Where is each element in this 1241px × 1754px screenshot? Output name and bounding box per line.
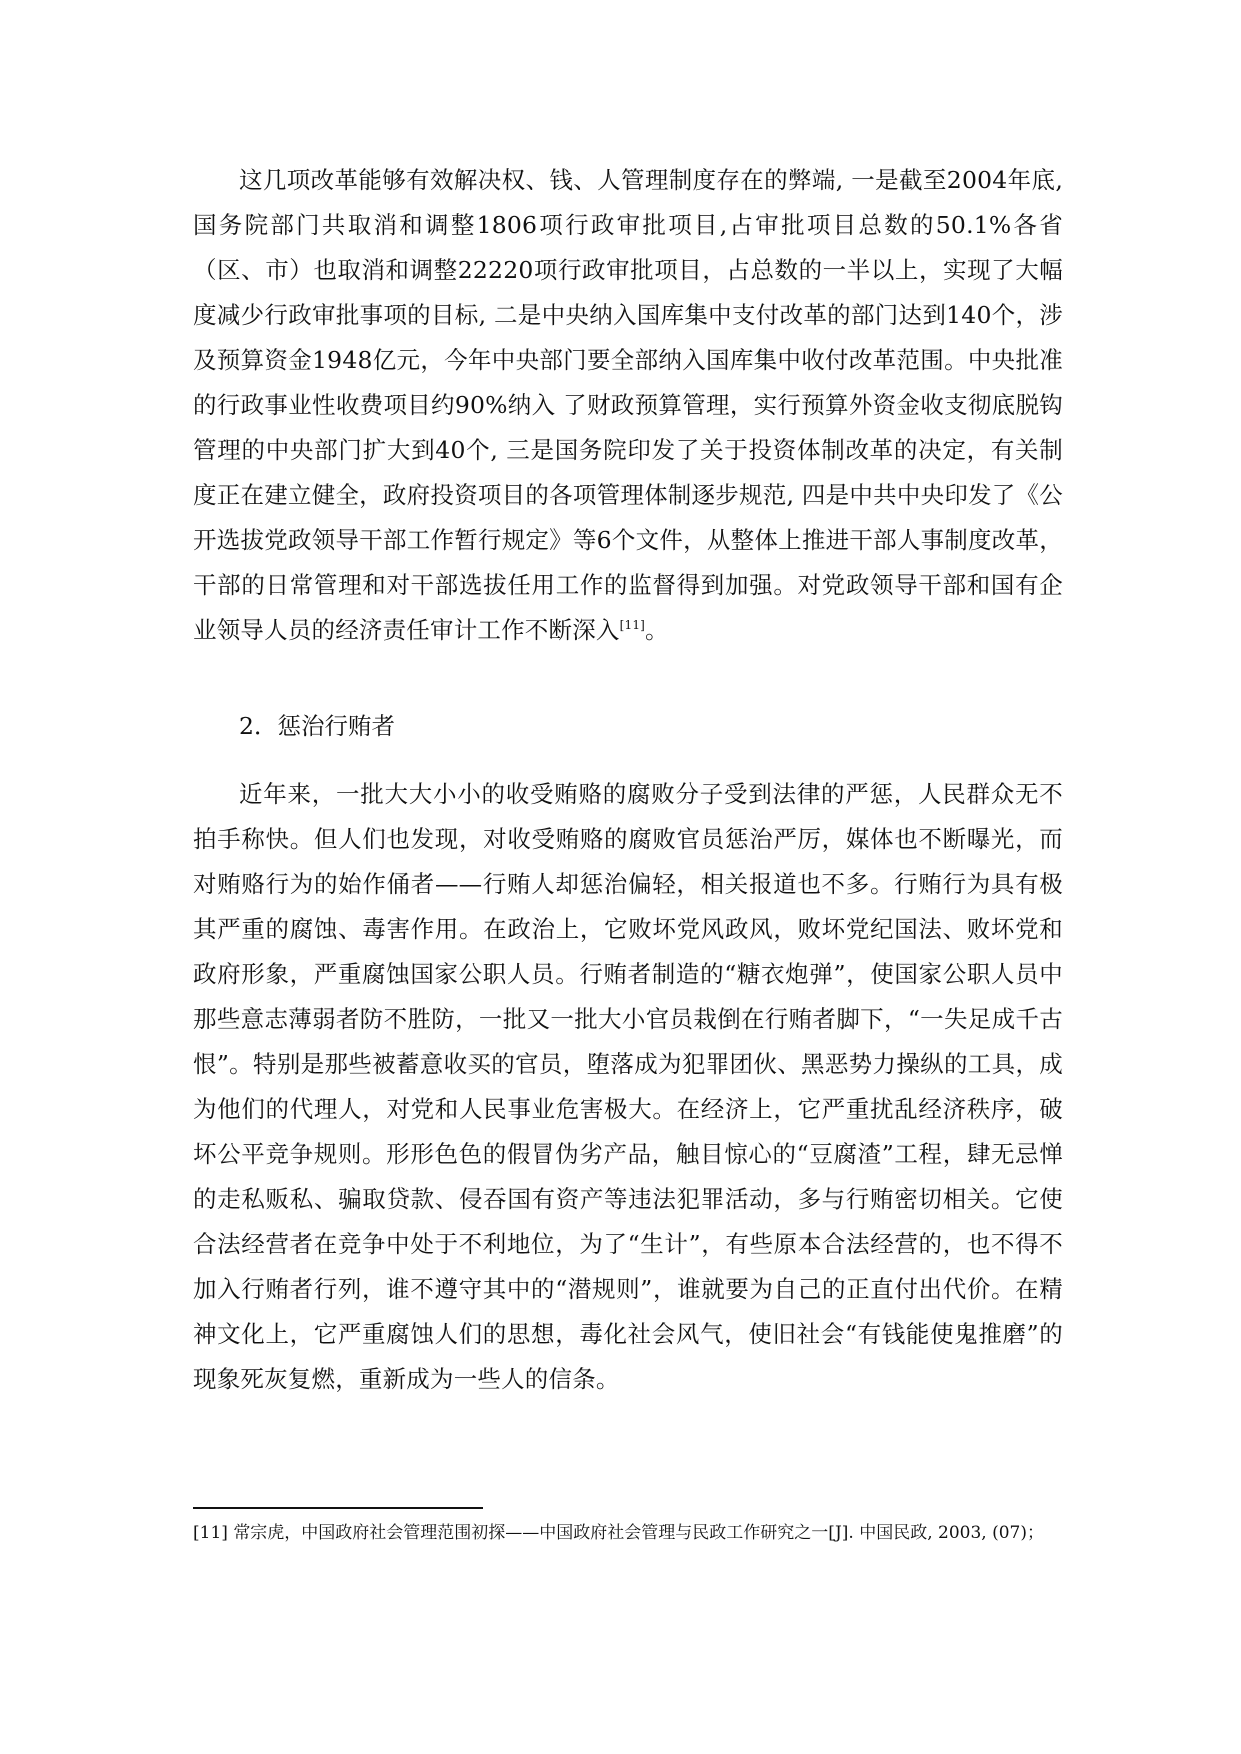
footnote [193, 1518, 1063, 1549]
paragraph-1-text: 这几项改革能够有效解决权、钱、人管理制度存在的弊端, 一是截至2004年底,国务院部门共取消和调整1806项行政审批项目,占审批项目总数的50.1%各省（区、市）也取消和调整22220项行政审批项目，占总数的一半以上，实现了大幅度减少行政审批事项的目标, 二是中央纳入国库集中支付改革的部门达到140个，涉及预算资金1948亿元，今年中央部门要全部纳入国库集中收付改革范围。中央批准的行政事业性收费项目约90%纳入 了财政预算管理，实行预算外资金收支彻底脱钩管理的中央部门扩大到40个, 三是国务院印发了关于投资体制改革的决定，有关制度正在建立健全，政府投资项目的各项管理体制逐步规范, 四是中共中央印发了《公开选拔党政领导干部工作暂行规定》等6个文件，从整体上推进干部人事制度改革，干部的日常管理和对干部选拔任用工作的监督得到加强。对党政领导干部和国有企业领导人员的经济责任审计工作不断深入 [193, 166, 1063, 644]
footnote-text: 常宗虎，中国政府社会管理范围初探——中国政府社会管理与民政工作研究之一[J]. 中国民政, 2003, (07)； [233, 1523, 1044, 1543]
footnote-divider [193, 1507, 483, 1509]
body-paragraph-2 [193, 772, 1063, 1402]
footnote-mark: [11] [193, 1523, 228, 1543]
section-heading [193, 704, 1063, 749]
paragraph-1-end: 。 [645, 616, 669, 644]
citation-ref: [11] [619, 618, 646, 633]
paragraph-2-text: 近年来，一批大大小小的收受贿赂的腐败分子受到法律的严惩，人民群众无不拍手称快。但人们也发现，对收受贿赂的腐败官员惩治严厉，媒体也不断曝光，而对贿赂行为的始作俑者——行贿人却惩治偏轻，相关报道也不多。行贿行为具有极其严重的腐蚀、毒害作用。在政治上，它败坏党风政风，败坏党纪国法、败坏党和政府形象，严重腐蚀国家公职人员。行贿者制造的“糖衣炮弹”，使国家公职人员中那些意志薄弱者防不胜防，一批又一批大小官员栽倒在行贿者脚下，“一失足成千古恨”。特别是那些被蓄意收买的官员，堕落成为犯罪团伙、黑恶势力操纵的工具，成为他们的代理人，对党和人民事业危害极大。在经济上，它严重扰乱经济秩序，破坏公平竞争规则。形形色色的假冒伪劣产品，触目惊心的“豆腐渣”工程，肆无忌惮的走私贩私、骗取贷款、侵吞国有资产等违法犯罪活动，多与行贿密切相关。它使合法经营者在竞争中处于不利地位，为了“生计”，有些原本合法经营的，也不得不加入行贿者行列，谁不遵守其中的“潜规则”，谁就要为自己的正直付出代价。在精神文化上，它严重腐蚀人们的思想，毒化社会风气，使旧社会“有钱能使鬼推磨”的现象死灰复燃，重新成为一些人的信条。 [193, 780, 1063, 1393]
section-heading-text: 2．惩治行贿者 [239, 712, 395, 740]
body-paragraph-1 [193, 158, 1063, 653]
